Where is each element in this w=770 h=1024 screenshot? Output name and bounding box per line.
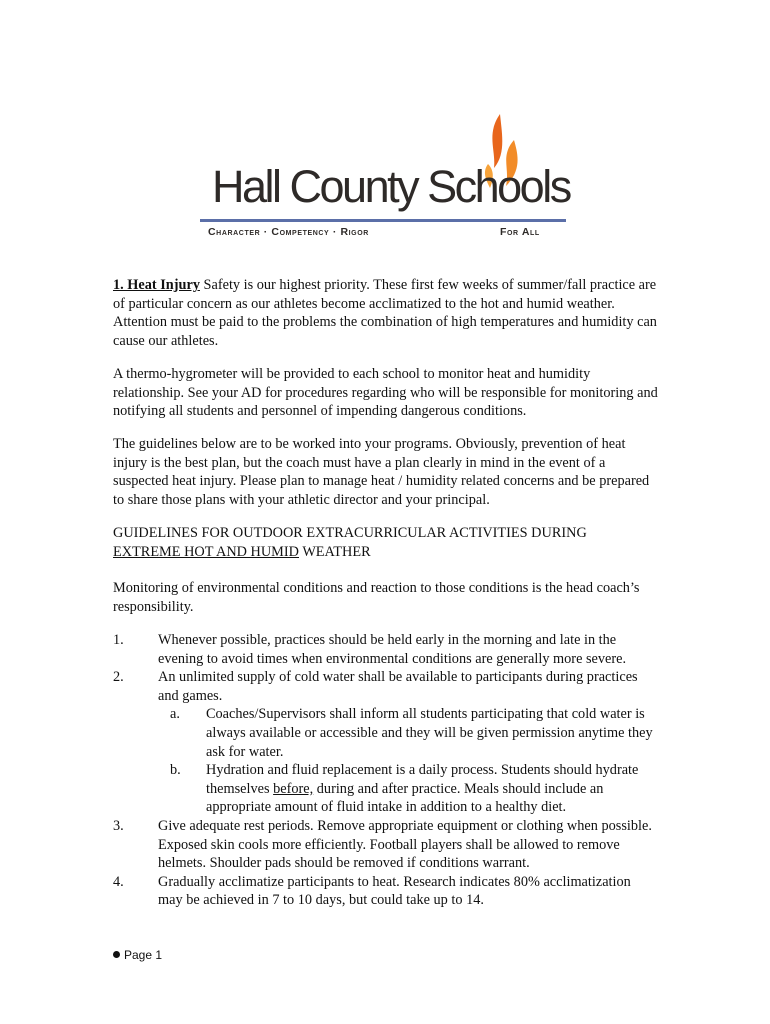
page-footer <box>113 948 162 962</box>
list-item <box>113 873 658 910</box>
list-number: 2. <box>113 669 124 686</box>
bullet-icon <box>113 951 120 958</box>
hall-county-schools-logo <box>200 112 570 242</box>
logo-rule <box>200 219 566 222</box>
logo-tagline: Character · Competency · Rigor <box>208 226 369 238</box>
guidelines-intro-paragraph <box>113 435 658 509</box>
list-item-text: Give adequate rest periods. Remove appropriate equipment or clothing when possible. Exposed skin cools more efficiently. Football players shall be allowed to remove helmets. Shoulder pads should be removed if conditions warrant. <box>158 817 652 872</box>
list-item <box>113 817 658 873</box>
list-item-text: An unlimited supply of cold water shall be available to participants during practices and games. <box>158 669 638 704</box>
list-number: 4. <box>113 873 124 890</box>
guidelines-heading <box>113 524 658 561</box>
list-number: 1. <box>113 632 124 648</box>
sub-list-letter: b. <box>170 762 181 779</box>
monitoring-paragraph <box>113 579 658 616</box>
thermo-paragraph <box>113 365 658 421</box>
logo-wordmark: Hall County Schools <box>212 161 570 212</box>
guidelines-heading-underlined: EXTREME HOT AND HUMID <box>113 543 299 560</box>
intro-text: Safety is our highest priority. These first few weeks of summer/fall practice are of particular concern as our athletes become acclimatized to the hot and humid weather. Attention must be paid to the problems the combination of high temperatures and humidity can cause our athletes. <box>113 277 657 349</box>
section-heading: 1. Heat Injury <box>113 277 200 293</box>
sub-list-text-after: during and after practice. Meals should include an appropriate amount of fluid intake in addition to a healthy diet. <box>206 780 604 816</box>
monitoring-text: Monitoring of environmental conditions and reaction to those conditions is the head coach’s responsibility. <box>113 580 640 615</box>
intro-paragraph <box>113 276 658 350</box>
list-item <box>113 631 658 668</box>
list-item-text: Gradually acclimatize participants to heat. Research indicates 80% acclimatization may be achieved in 7 to 10 days, but could take up to 14. <box>158 873 631 909</box>
guidelines-list <box>113 631 658 910</box>
logo-for-all: For All <box>500 226 540 238</box>
guidelines-intro-text: The guidelines below are to be worked into your programs. Obviously, prevention of heat injury is the best plan, but the coach must have a plan clearly in mind in the event of a suspected heat injury. Please plan to manage heat / humidity related concerns and be prepared to share those plans with your athletic director and your principal. <box>113 436 650 508</box>
guidelines-heading-line1: GUIDELINES FOR OUTDOOR EXTRACURRICULAR ACTIVITIES DURING <box>113 525 587 541</box>
sub-list-underlined: before, <box>273 780 314 797</box>
thermo-text: A thermo-hygrometer will be provided to each school to monitor heat and humidity relationship. See your AD for procedures regarding who will be responsible for monitoring and notifying all students and personnel of impending dangerous conditions. <box>113 366 658 420</box>
sub-list-item <box>170 761 658 817</box>
list-item-text: Whenever possible, practices should be held early in the morning and late in the evening to avoid times when environmental conditions are generally more severe. <box>158 632 627 667</box>
guidelines-heading-rest: WEATHER <box>299 543 371 560</box>
sub-list-item <box>170 705 658 761</box>
list-item <box>113 668 658 817</box>
sub-list-text: Hydration and fluid replacement is a daily process. Students should hydrate themselves <box>206 762 639 797</box>
list-number: 3. <box>113 817 124 834</box>
sub-list-text: Coaches/Supervisors shall inform all students participating that cold water is always available or accessible and they will be given permission anytime they ask for water. <box>206 706 653 760</box>
page-number: Page 1 <box>124 948 163 962</box>
sub-list-letter: a. <box>170 706 180 723</box>
